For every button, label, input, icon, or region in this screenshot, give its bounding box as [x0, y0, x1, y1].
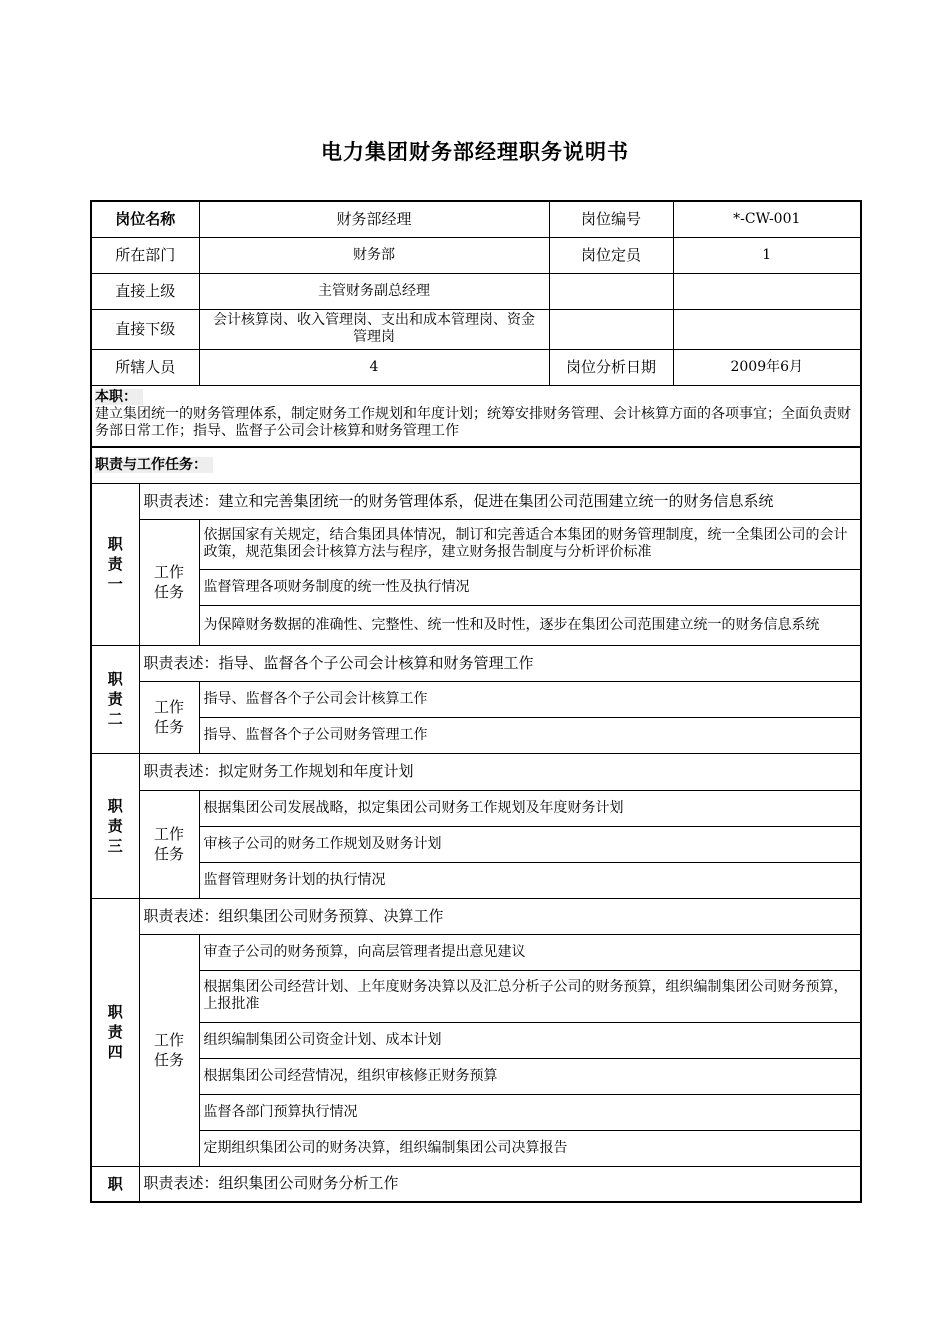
duty-3-task-label: 工作任务 [139, 790, 199, 898]
duty-4-task-5: 监督各部门预算执行情况 [199, 1094, 861, 1130]
duty-3-task-3: 监督管理财务计划的执行情况 [199, 862, 861, 898]
position-code-value: *-CW-001 [673, 201, 861, 237]
analysis-date-label: 岗位分析日期 [549, 349, 673, 385]
headcount-label: 岗位定员 [549, 237, 673, 273]
duty-5-description: 职责表述：组织集团公司财务分析工作 [139, 1166, 861, 1202]
subordinate-label: 直接下级 [91, 309, 199, 349]
empty-cell [549, 273, 673, 309]
duty-1-description: 职责表述：建立和完善集团统一的财务管理体系，促进在集团公司范围建立统一的财务信息系统 [139, 483, 861, 519]
analysis-date-value: 2009年6月 [673, 349, 861, 385]
empty-cell [673, 309, 861, 349]
duty-4-task-2: 根据集团公司经营计划、上年度财务决算以及汇总分析子公司的财务预算，组织编制集团公司财务预算，上报批准 [199, 970, 861, 1022]
duty-3-task-1: 根据集团公司发展战略，拟定集团公司财务工作规划及年度财务计划 [199, 790, 861, 826]
superior-value: 主管财务副总经理 [199, 273, 549, 309]
summary-label: 本职： [95, 389, 143, 405]
staff-label: 所辖人员 [91, 349, 199, 385]
duty-2-task-label: 工作任务 [139, 681, 199, 753]
headcount-value: 1 [673, 237, 861, 273]
duty-1-label [91, 483, 139, 645]
superior-label: 直接上级 [91, 273, 199, 309]
duty-4-task-1: 审查子公司的财务预算，向高层管理者提出意见建议 [199, 934, 861, 970]
empty-cell [673, 273, 861, 309]
department-value: 财务部 [199, 237, 549, 273]
duty-1-task-1: 依据国家有关规定，结合集团具体情况，制订和完善适合本集团的财务管理制度，统一全集团公司的会计政策，规范集团会计核算方法与程序，建立财务报告制度与分析评价标准 [199, 519, 861, 569]
department-label: 所在部门 [91, 237, 199, 273]
duty-1-task-2: 监督管理各项财务制度的统一性及执行情况 [199, 569, 861, 605]
position-name-label: 岗位名称 [91, 201, 199, 237]
position-code-label: 岗位编号 [549, 201, 673, 237]
duty-4-task-label: 工作任务 [139, 934, 199, 1166]
duty-2-description: 职责表述：指导、监督各个子公司会计核算和财务管理工作 [139, 645, 861, 681]
duties-header: 职责与工作任务： [91, 447, 861, 483]
duty-4-description: 职责表述：组织集团公司财务预算、决算工作 [139, 898, 861, 934]
duty-4-task-3: 组织编制集团公司资金计划、成本计划 [199, 1022, 861, 1058]
duty-2-task-1: 指导、监督各个子公司会计核算工作 [199, 681, 861, 717]
duty-4-label: 职责四 [91, 898, 139, 1166]
subordinate-value: 会计核算岗、收入管理岗、支出和成本管理岗、资金管理岗 [199, 309, 549, 349]
job-description-table [90, 200, 862, 1203]
duty-2-task-2: 指导、监督各个子公司财务管理工作 [199, 717, 861, 753]
duty-3-description: 职责表述：拟定财务工作规划和年度计划 [139, 753, 861, 790]
duty-1-task-label: 工作任务 [139, 519, 199, 645]
empty-cell [549, 309, 673, 349]
staff-value: 4 [199, 349, 549, 385]
duty-label-text: 职责一 [107, 535, 123, 593]
summary-section [91, 385, 861, 447]
duty-4-task-4: 根据集团公司经营情况，组织审核修正财务预算 [199, 1058, 861, 1094]
duty-3-label: 职责三 [91, 753, 139, 898]
duty-3-task-2: 审核子公司的财务工作规划及财务计划 [199, 826, 861, 862]
duty-5-label: 职 [91, 1166, 139, 1202]
duty-1-task-3: 为保障财务数据的准确性、完整性、统一性和及时性，逐步在集团公司范围建立统一的财务信息系统 [199, 605, 861, 645]
duty-2-label: 职责二 [91, 645, 139, 753]
duty-4-task-6: 定期组织集团公司的财务决算，组织编制集团公司决算报告 [199, 1130, 861, 1166]
document-title: 电力集团财务部经理职务说明书 [321, 140, 629, 164]
summary-text: 建立集团统一的财务管理体系，制定财务工作规划和年度计划；统筹安排财务管理、会计核算方面的各项事宜；全面负责财务部日常工作；指导、监督子公司会计核算和财务管理工作 [95, 405, 851, 439]
position-name-value: 财务部经理 [199, 201, 549, 237]
